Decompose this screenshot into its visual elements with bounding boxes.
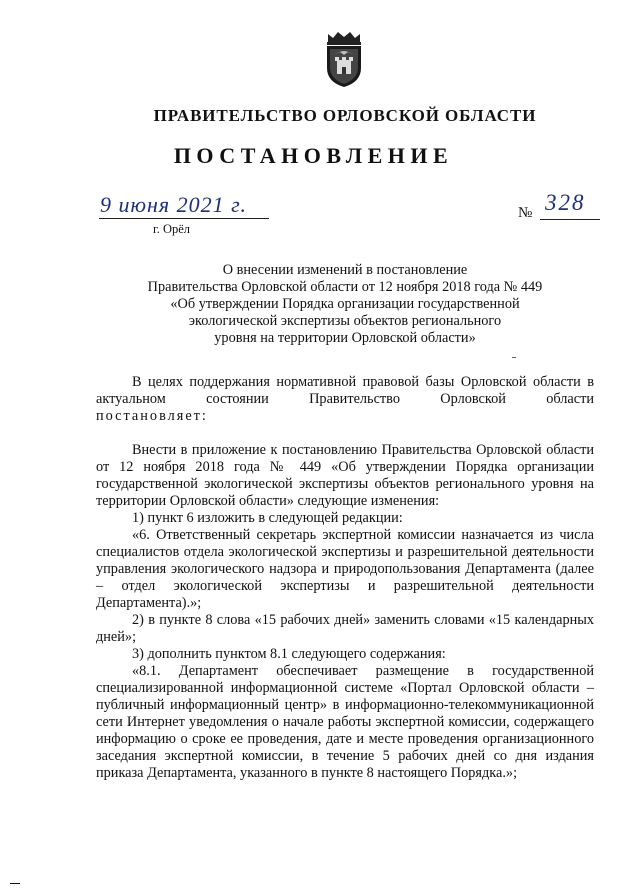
document-body <box>96 374 594 782</box>
subject-line: экологической экспертизы объектов регионального <box>188 313 502 329</box>
scan-mark <box>512 357 516 358</box>
item-3-text: «8.1. Департамент обеспечивает размещение в государственной специализированной информационной системе «Портал Орловской области – публичный информационный центр» в информационно-телекоммуникационной сети Интернет уведомления о начале работы экспертной комиссии, содержащего информацию о сроке ее проведения, дате и месте проведения организационного заседания экспертной комиссии, в течение 5 рабочих дней со дня издания приказа Департамента, указанного в пункте 8 настоящего Порядка.»; <box>96 663 594 781</box>
government-title: ПРАВИТЕЛЬСТВО ОРЛОВСКОЙ ОБЛАСТИ <box>153 106 537 125</box>
coat-of-arms-emblem <box>322 30 366 88</box>
page-edge-mark <box>10 883 20 884</box>
subject-line: О внесении изменений в постановление <box>222 262 468 278</box>
subject-line: Правительства Орловской области от 12 ноября 2018 года № 449 <box>147 279 543 295</box>
intro-paragraph: В целях поддержания нормативной правовой базы Орловской области в актуальном состоянии Правительство Орловской области <box>96 374 594 407</box>
date-underline <box>99 218 269 219</box>
number-sign: № <box>518 205 533 221</box>
handwritten-date: 9 июня 2021 г. <box>100 192 247 217</box>
document-type: ПОСТАНОВЛЕНИЕ <box>173 143 454 168</box>
item-3: 3) дополнить пунктом 8.1 следующего содержания: <box>132 646 446 662</box>
city-label: г. Орёл <box>153 222 191 236</box>
main-paragraph: Внести в приложение к постановлению Правительства Орловской области от 12 ноября 2018 года № 449 «Об утверждении Порядка организации государственной экологической экспертизы объектов регионального уровня на территории Орловской области» следующие изменения: <box>96 442 594 509</box>
item-2: 2) в пункте 8 слова «15 рабочих дней» заменить словами «15 календарных дней»; <box>96 612 594 645</box>
item-1: 1) пункт 6 изложить в следующей редакции: <box>132 510 403 526</box>
decides-word: постановляет: <box>96 408 208 424</box>
handwritten-number: 328 <box>545 190 586 215</box>
number-underline <box>540 219 600 220</box>
item-1-text: «6. Ответственный секретарь экспертной комиссии назначается из числа специалистов отдела экологической экспертизы и разрешительной деятельности управления экологического надзора и природопользования Департамента (далее – отдел экологической экспертизы и разрешительной деятельности Департамента).»; <box>96 527 594 611</box>
document-subject <box>70 262 620 347</box>
subject-line: «Об утверждении Порядка организации государственной <box>170 296 520 312</box>
subject-line: уровня на территории Орловской области» <box>214 330 476 346</box>
